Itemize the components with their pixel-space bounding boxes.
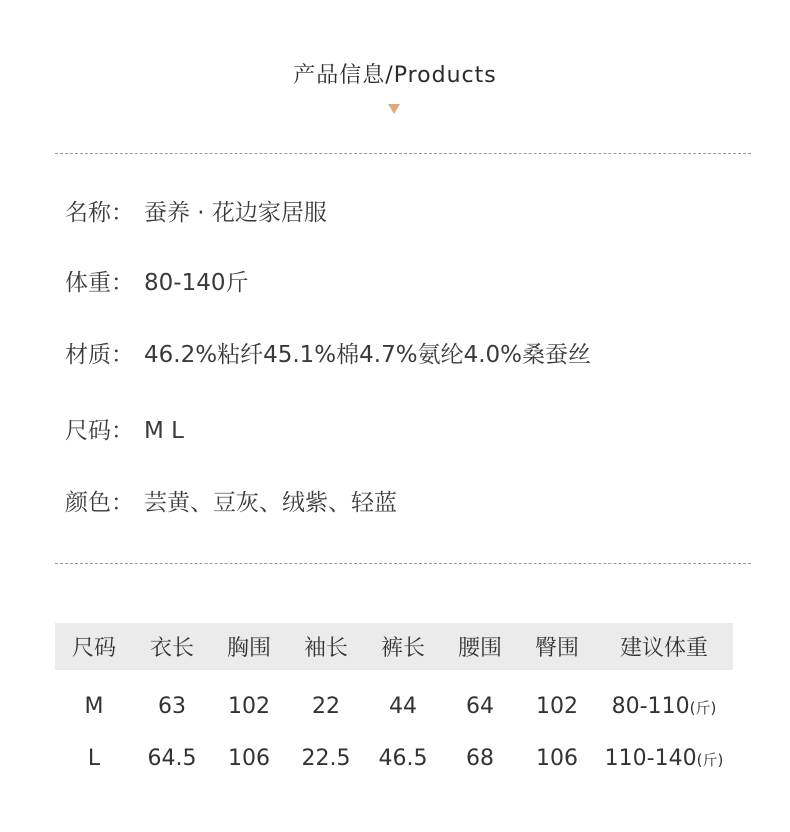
info-row-size xyxy=(65,412,184,445)
divider-bottom xyxy=(55,563,751,564)
size-table-header-row xyxy=(55,623,733,670)
info-value: 芸黄、豆灰、绒紫、轻蓝 xyxy=(144,490,397,516)
table-cell-weight xyxy=(595,670,733,732)
table-cell: 68 xyxy=(466,745,494,771)
column-header: 尺码 xyxy=(55,623,133,670)
table-cell: 46.5 xyxy=(378,745,428,771)
table-cell: 106 xyxy=(536,745,578,771)
divider-top xyxy=(55,153,751,154)
table-row xyxy=(55,732,733,784)
info-value: 80-140斤 xyxy=(144,270,249,296)
info-label: 颜色： xyxy=(65,490,134,516)
info-row-color xyxy=(65,484,397,517)
table-cell: 64 xyxy=(466,693,494,719)
table-cell-weight xyxy=(595,732,733,784)
info-value: 46.2%粘纤45.1%棉4.7%氨纶4.0%桑蚕丝 xyxy=(144,342,591,368)
size-table xyxy=(55,623,733,784)
info-label: 体重： xyxy=(65,270,134,296)
table-cell: 44 xyxy=(389,693,417,719)
table-cell: L xyxy=(87,745,101,771)
column-header: 胸围 xyxy=(211,623,287,670)
info-label: 材质： xyxy=(65,342,134,368)
weight-value: 110-140 xyxy=(604,745,697,771)
table-cell: 22 xyxy=(312,693,340,719)
column-header: 臀围 xyxy=(519,623,595,670)
info-row-weight xyxy=(65,264,248,297)
weight-value: 80-110 xyxy=(611,693,690,719)
table-cell: 106 xyxy=(228,745,270,771)
weight-unit: (斤) xyxy=(689,698,717,717)
info-value: 蚕养 · 花边家居服 xyxy=(144,200,327,226)
column-header: 袖长 xyxy=(287,623,365,670)
info-row-name xyxy=(65,194,327,227)
down-arrow-icon xyxy=(388,104,400,114)
table-row xyxy=(55,670,733,732)
column-header: 腰围 xyxy=(441,623,519,670)
table-cell: M xyxy=(84,693,104,719)
column-header: 裤长 xyxy=(365,623,441,670)
table-cell: 22.5 xyxy=(301,745,351,771)
table-cell: 102 xyxy=(536,693,578,719)
info-label: 名称： xyxy=(65,200,134,226)
info-value: M L xyxy=(144,418,184,444)
info-row-material xyxy=(65,336,591,369)
info-label: 尺码： xyxy=(65,418,134,444)
table-cell: 64.5 xyxy=(147,745,197,771)
column-header: 建议体重 xyxy=(595,623,733,670)
column-header: 衣长 xyxy=(133,623,211,670)
section-title: 产品信息/Products xyxy=(293,63,497,88)
table-cell: 102 xyxy=(228,693,270,719)
weight-unit: (斤) xyxy=(696,750,724,769)
table-cell: 63 xyxy=(158,693,186,719)
